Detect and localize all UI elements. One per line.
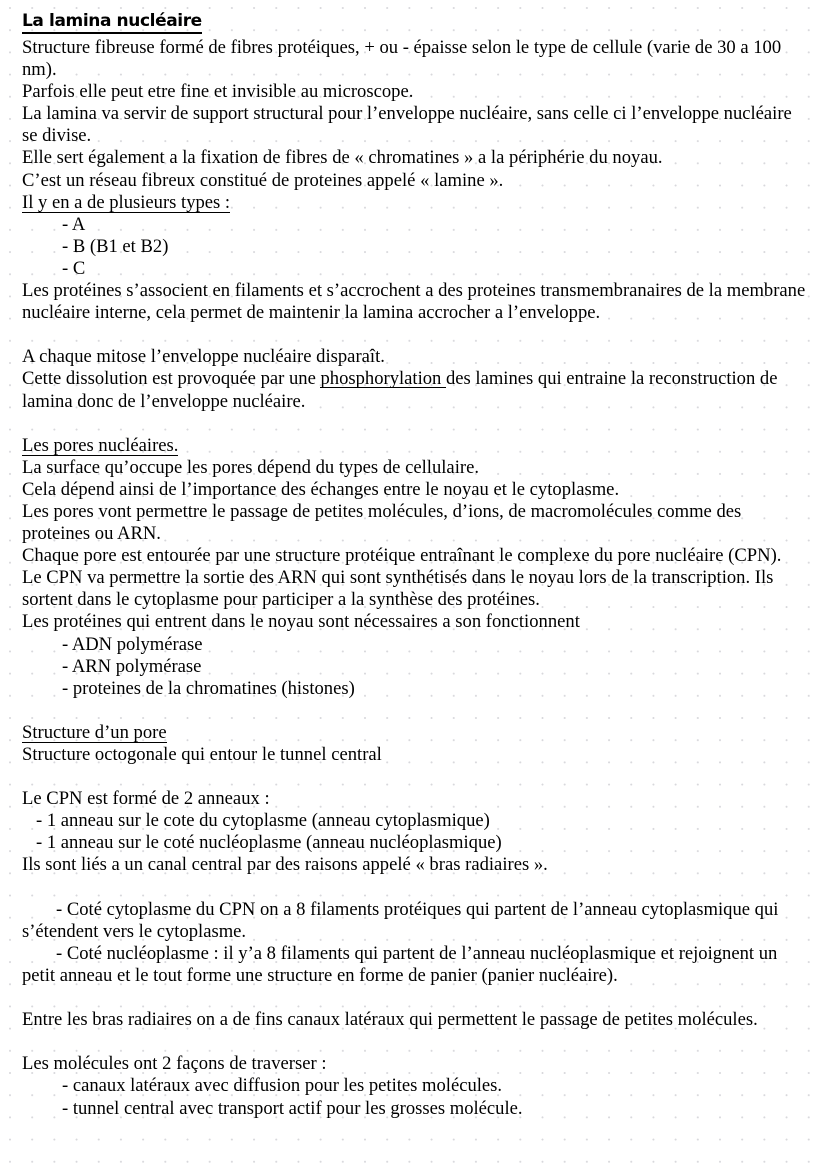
list-item-anneau-nucleoplasmique: - 1 anneau sur le coté nucléoplasme (anneau nucléoplasmique) bbox=[36, 832, 502, 854]
list-item-tunnel-central-transport: - tunnel central avec transport actif pour les grosses molécule. bbox=[62, 1097, 523, 1119]
heading-pores-nucleaires-label: Les pores nucléaires. bbox=[22, 434, 179, 456]
blank-line bbox=[22, 987, 810, 1009]
paragraph-passage-molecules: Les pores vont permettre le passage de petites molécules, d’ions, de macromolécules comme des proteines ou ARN. bbox=[22, 500, 746, 545]
paragraph-dissolution-part1: Cette dissolution est provoquée par une bbox=[22, 368, 321, 390]
paragraph-proteines-entrent: Les protéines qui entrent dans le noyau sont nécessaires a son fonctionnent bbox=[22, 611, 580, 633]
list-item-type-c: - C bbox=[62, 257, 86, 279]
paragraph-fixation-chromatines: Elle sert également a la fixation de fibres de « chromatines » a la périphérie du noyau. bbox=[22, 147, 663, 169]
paragraph-bras-radiaires: Ils sont liés a un canal central par des raisons appelé « bras radiaires ». bbox=[22, 854, 548, 876]
page-title: La lamina nucléaire bbox=[22, 10, 202, 34]
paragraph-proteines-filaments: Les protéines s’associent en filaments et s’accrochent a des proteines transmembranaires de la membrane nucléaire interne, cela permet de maintenir la lamina accrocher a l’enveloppe. bbox=[22, 280, 810, 324]
paragraph-canaux-lateraux: Entre les bras radiaires on a de fins canaux latéraux qui permettent le passage de petites molécules. bbox=[22, 1009, 758, 1031]
paragraph-reseau-fibreux: C’est un réseau fibreux constitué de proteines appelé « lamine ». bbox=[22, 169, 504, 191]
paragraph-cote-cytoplasme: - Coté cytoplasme du CPN on a 8 filaments protéiques qui partent de l’anneau cytoplasmique qui s’étendent vers le cytoplasme. bbox=[22, 898, 784, 942]
paragraph-dissolution-phosphorylation bbox=[22, 368, 810, 412]
list-item-type-b: - B (B1 et B2) bbox=[62, 235, 169, 257]
paragraph-structure-fibreuse: Structure fibreuse formé de fibres protéiques, + ou - épaisse selon le type de cellule (varie de 30 a 100 nm). bbox=[22, 37, 786, 81]
list-item-anneau-cytoplasmique: - 1 anneau sur le cote du cytoplasme (anneau cytoplasmique) bbox=[36, 810, 490, 832]
paragraph-surface-pores: La surface qu’occupe les pores dépend du types de cellulaire. bbox=[22, 456, 479, 478]
blank-line bbox=[22, 700, 810, 722]
paragraph-dissolution-part2: des lamines qui entraine la reconstruction de lamina donc de l’enveloppe nucléaire. bbox=[22, 368, 783, 412]
blank-line bbox=[22, 766, 810, 788]
list-item-canaux-lateraux-diffusion: - canaux latéraux avec diffusion pour les petites molécules. bbox=[62, 1075, 503, 1097]
heading-types-lamines bbox=[22, 192, 810, 214]
list-item-proteines-chromatines: - proteines de la chromatines (histones) bbox=[62, 677, 355, 699]
paragraph-deux-facons-traverser: Les molécules ont 2 façons de traverser : bbox=[22, 1053, 327, 1075]
paragraph-echanges-noyau: Cela dépend ainsi de l’importance des échanges entre le noyau et le cytoplasme. bbox=[22, 478, 620, 500]
paragraph-cpn-deux-anneaux: Le CPN est formé de 2 anneaux : bbox=[22, 788, 270, 810]
blank-line bbox=[22, 877, 810, 899]
blank-line bbox=[22, 413, 810, 435]
heading-pores-nucleaires bbox=[22, 435, 810, 457]
paragraph-complexe-pore: Chaque pore est entourée par une structure protéique entraînant le complexe du pore nucléaire (CPN). bbox=[22, 545, 782, 567]
paragraph-cpn-sortie-arn: Le CPN va permettre la sortie des ARN qui sont synthétisés dans le noyau lors de la transcription. Ils sortent dans le cytoplasme pour participer a la synthèse des protéines. bbox=[22, 567, 779, 611]
underlined-term-phosphorylation: phosphorylation bbox=[320, 368, 446, 390]
paragraph-structure-octogonale: Structure octogonale qui entour le tunnel central bbox=[22, 744, 382, 765]
paragraph-lamina-support: La lamina va servir de support structural pour l’enveloppe nucléaire, sans celle ci l’enveloppe nucléaire se divise. bbox=[22, 103, 797, 147]
paragraph-parfois-fine: Parfois elle peut etre fine et invisible au microscope. bbox=[22, 81, 414, 103]
blank-line bbox=[22, 324, 810, 346]
paragraph-cote-nucleoplasme: - Coté nucléoplasme : il y’a 8 filaments qui partent de l’anneau nucléoplasmique et rejoignent un petit anneau et le tout forme une structure en forme de panier (panier nucléaire). bbox=[22, 942, 782, 986]
list-item-type-a: - A bbox=[62, 213, 86, 235]
heading-structure-pore bbox=[22, 722, 810, 744]
list-item-arn-polymerase: - ARN polymérase bbox=[62, 655, 202, 677]
list-item-adn-polymerase: - ADN polymérase bbox=[62, 633, 203, 655]
heading-types-lamines-label: Il y en a de plusieurs types : bbox=[22, 191, 231, 213]
paragraph-mitose-disparait: A chaque mitose l’enveloppe nucléaire disparaît. bbox=[22, 346, 385, 368]
heading-structure-pore-label: Structure d’un pore bbox=[22, 721, 167, 743]
blank-line bbox=[22, 1031, 810, 1053]
